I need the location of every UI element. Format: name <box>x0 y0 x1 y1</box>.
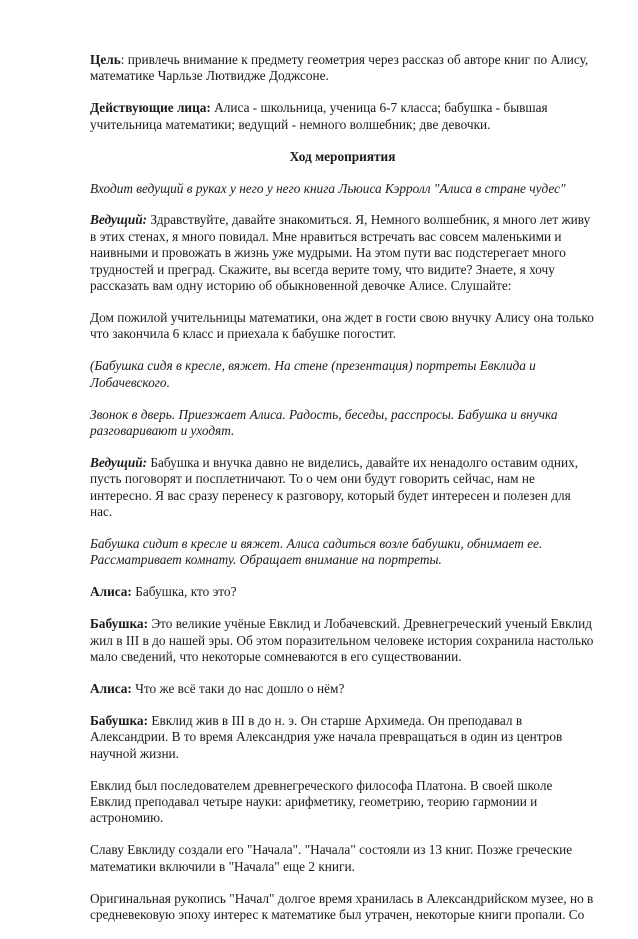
speaker-label: Ведущий: <box>90 212 148 228</box>
speaker-label: Ведущий: <box>90 454 148 470</box>
document-page <box>90 52 595 939</box>
speaker-label: Бабушка: <box>90 616 148 632</box>
characters-text: Алиса - школьница, ученица 6-7 класса; бабушка - бывшая учительница математики; ведущий - немного волшебник; две девочки. <box>90 100 548 132</box>
characters-label: Действующие лица: <box>90 100 211 116</box>
goal-paragraph <box>90 52 595 85</box>
alice-line-1 <box>90 584 595 600</box>
speaker-label: Бабушка: <box>90 712 148 728</box>
body-paragraph-euclid: Евклид был последователем древнегреческого философа Платона. В своей школе Евклид преподавал четыре науки: арифметику, геометрию, теорию гармонии и астрономию. <box>90 777 553 826</box>
speech-text: Бабушка и внучка давно не виделись, давайте их ненадолго оставим одних, пусть поговорят и посплетничают. То о чем они будут говорить сейчас, нам не интересно. Я вас сразу перенесу к разговору, который будет интересен и полезен для нас. <box>90 454 579 520</box>
body-paragraph-elements: Славу Евклиду создали его "Начала". "Начала" состояли из 13 книг. Позже греческие математики включили в "Начала" еще 2 книги. <box>90 842 573 874</box>
grandma-line-2 <box>90 713 595 762</box>
characters-paragraph <box>90 100 595 133</box>
stage-direction-1: Входит ведущий в руках у него у него книга Льюиса Кэрролл "Алиса в стране чудес" <box>90 180 566 196</box>
goal-label: Цель <box>90 52 121 67</box>
speech-text: Здравствуйте, давайте знакомиться. Я, Немного волшебник, я много лет живу в этих стенах, я много повидал. Мне нравиться встречать вас совсем маленькими и наивными и провожать в жизнь уже мудрыми. На этом пути вас подстерегает много трудностей и преград. Скажите, вы всегда верите тому, что видите? Знаете, я хочу рассказать вам одну историю об обыкновенной девочке Алисе. Слушайте: <box>90 212 591 294</box>
host-speech-2 <box>90 455 595 521</box>
narration-paragraph: Дом пожилой учительницы математики, она ждет в гости свою внучку Алису она только что закончила 6 класс и приехала к бабушке погостит. <box>90 309 594 342</box>
alice-line-2 <box>90 681 595 697</box>
body-paragraph-manuscript: Оригинальная рукопись "Начал" долгое время хранилась в Александрийском музее, но в средневековую эпоху интерес к математике был утрачен, некоторые книги пропали. Со <box>90 890 594 923</box>
speech-text: Бабушка, кто это? <box>131 584 237 600</box>
speaker-label: Алиса: <box>90 584 132 600</box>
speaker-label: Алиса: <box>90 680 132 696</box>
stage-direction-3: Звонок в дверь. Приезжает Алиса. Радость, беседы, расспросы. Бабушка и внучка разговаривают и уходят. <box>90 406 558 438</box>
grandma-line-1 <box>90 616 595 665</box>
speech-text: Что же всё таки до нас дошло о нём? <box>131 680 345 696</box>
speech-text: Евклид жив в III в до н. э. Он старше Архимеда. Он преподавал в Александрии. В то время Александрия уже начала превращаться в один из центров научной жизни. <box>90 712 563 761</box>
goal-text: : привлечь внимание к предмету геометрия через рассказ об авторе книг по Алису, математике Чарльзе Лютвидже Доджсоне. <box>90 52 589 84</box>
section-heading: Ход мероприятия <box>289 148 396 164</box>
stage-direction-4: Бабушка сидит в кресле и вяжет. Алиса садиться возле бабушки, обнимает ее. Рассматривает комнату. Обращает внимание на портреты. <box>90 536 543 568</box>
stage-direction-2: (Бабушка сидя в кресле, вяжет. На стене (презентация) портреты Евклида и Лобачевского. <box>90 358 536 390</box>
speech-text: Это великие учёные Евклид и Лобачевский. Древнегреческий ученый Евклид жил в III в до нашей эры. Об этом поразительном человеке история сохранила настолько мало сведений, что некоторые сомневаются в его существовании. <box>90 616 594 665</box>
host-speech-1 <box>90 212 595 294</box>
